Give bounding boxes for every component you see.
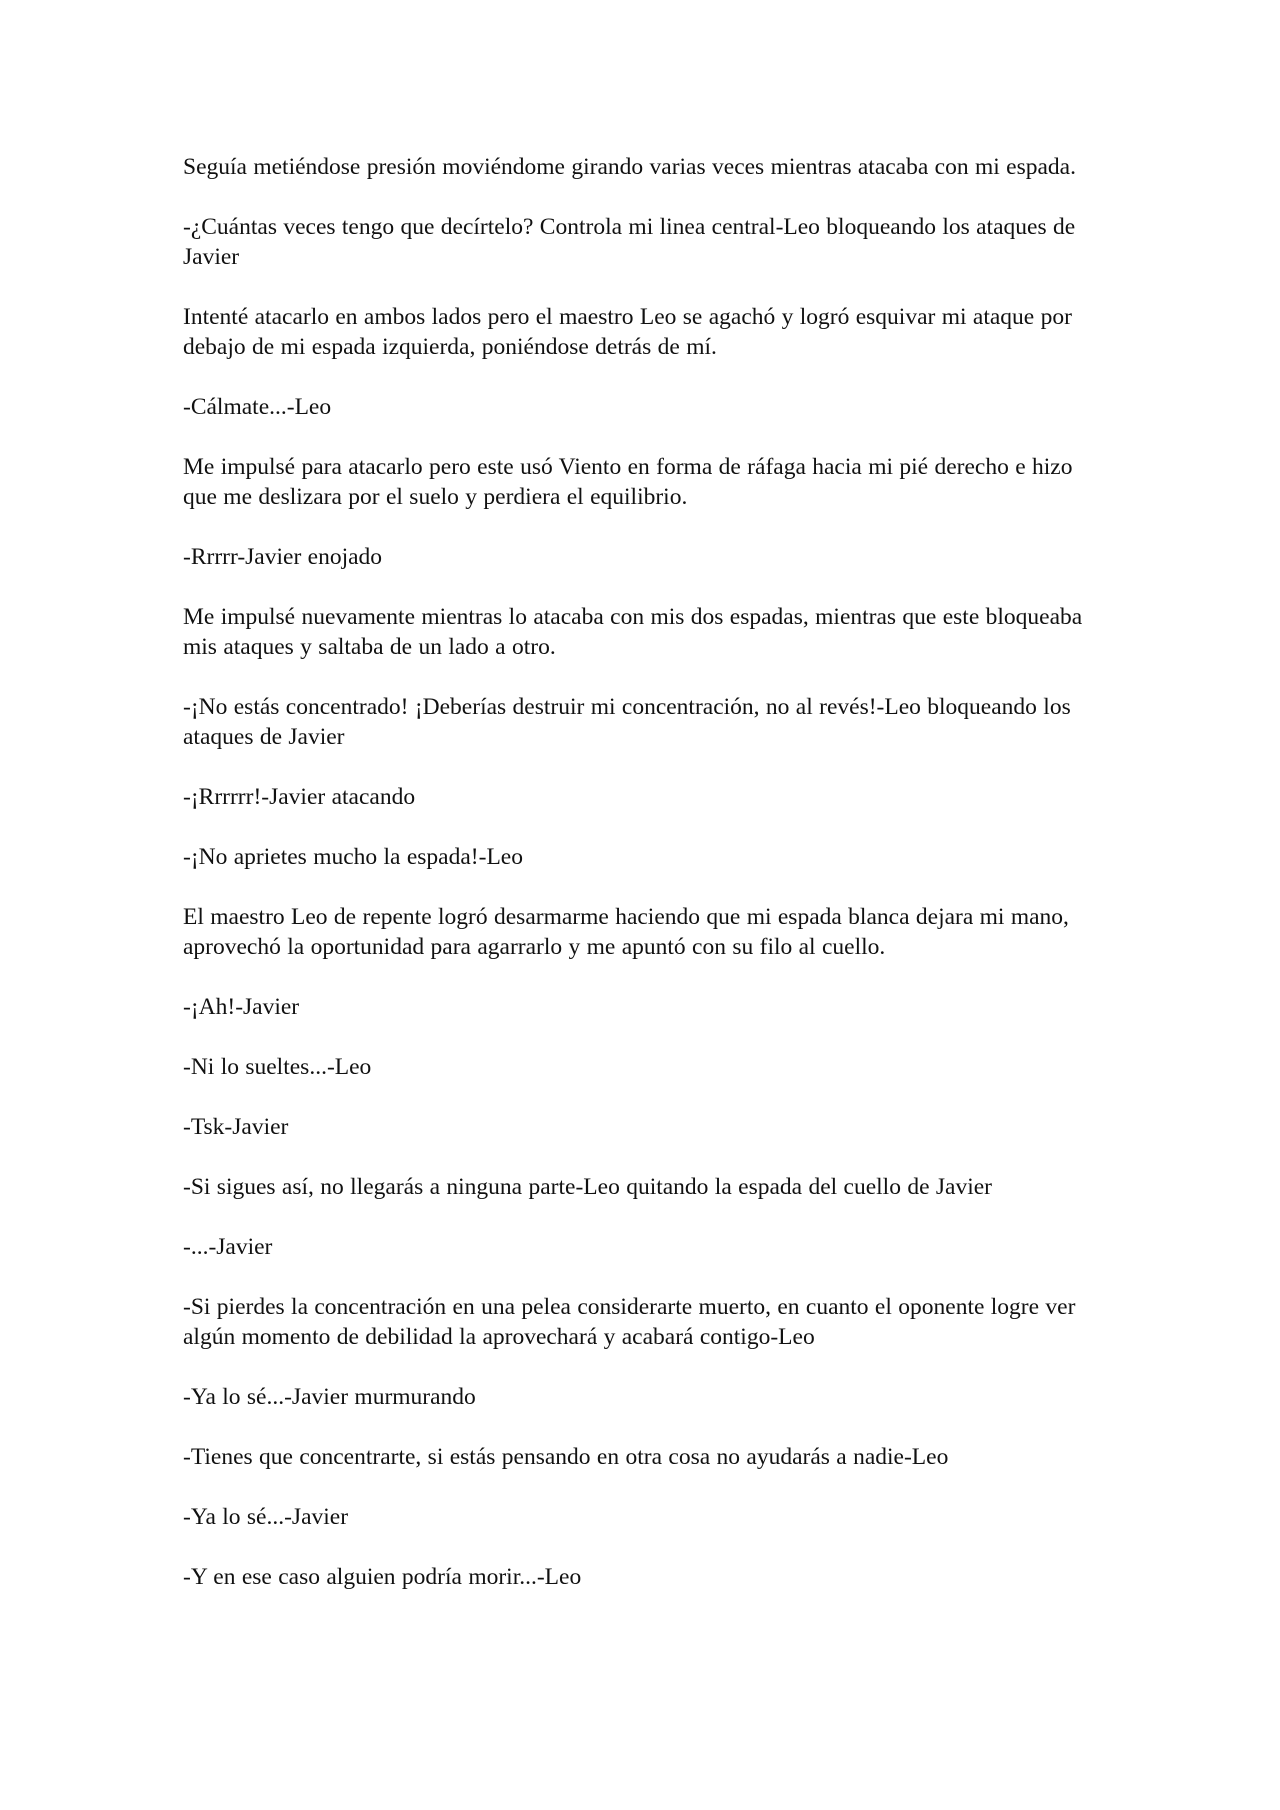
dialogue-line: -¡No estás concentrado! ¡Deberías destruir mi concentración, no al revés!-Leo bloqueando los ataques de Javier: [183, 694, 1071, 750]
dialogue-line: -Y en ese caso alguien podría morir...-Leo: [183, 1564, 582, 1590]
narration-paragraph: Intenté atacarlo en ambos lados pero el maestro Leo se agachó y logró esquivar mi ataque por debajo de mi espada izquierda, poniéndose detrás de mí.: [183, 304, 1072, 360]
narration-paragraph: El maestro Leo de repente logró desarmarme haciendo que mi espada blanca dejara mi mano, aprovechó la oportunidad para agarrarlo y me apuntó con su filo al cuello.: [183, 904, 1069, 960]
dialogue-line: -¡Rrrrrr!-Javier atacando: [183, 784, 416, 810]
dialogue-line: -¡No aprietes mucho la espada!-Leo: [183, 844, 523, 870]
dialogue-line: -Tsk-Javier: [183, 1114, 289, 1140]
dialogue-line: -Cálmate...-Leo: [183, 394, 332, 420]
document-page: [183, 152, 1088, 1622]
dialogue-line: -Tienes que concentrarte, si estás pensando en otra cosa no ayudarás a nadie-Leo: [183, 1444, 949, 1470]
dialogue-line: -Si pierdes la concentración en una pelea considerarte muerto, en cuanto el oponente logre ver algún momento de debilidad la aprovechará y acabará contigo-Leo: [183, 1294, 1076, 1350]
dialogue-line: -Ya lo sé...-Javier murmurando: [183, 1384, 476, 1410]
narration-paragraph: Seguía metiéndose presión moviéndome girando varias veces mientras atacaba con mi espada.: [183, 154, 1076, 180]
dialogue-line: -¡Ah!-Javier: [183, 994, 300, 1020]
dialogue-line: -Rrrrr-Javier enojado: [183, 544, 383, 570]
dialogue-line: -¿Cuántas veces tengo que decírtelo? Controla mi linea central-Leo bloqueando los ataques de Javier: [183, 214, 1076, 270]
dialogue-line: -Ni lo sueltes...-Leo: [183, 1054, 372, 1080]
dialogue-line: -...-Javier: [183, 1234, 273, 1260]
dialogue-line: -Si sigues así, no llegarás a ninguna parte-Leo quitando la espada del cuello de Javier: [183, 1174, 992, 1200]
dialogue-line: -Ya lo sé...-Javier: [183, 1504, 349, 1530]
narration-paragraph: Me impulsé nuevamente mientras lo atacaba con mis dos espadas, mientras que este bloqueaba mis ataques y saltaba de un lado a otro.: [183, 604, 1083, 660]
narration-paragraph: Me impulsé para atacarlo pero este usó Viento en forma de ráfaga hacia mi pié derecho e hizo que me deslizara por el suelo y perdiera el equilibrio.: [183, 454, 1073, 510]
